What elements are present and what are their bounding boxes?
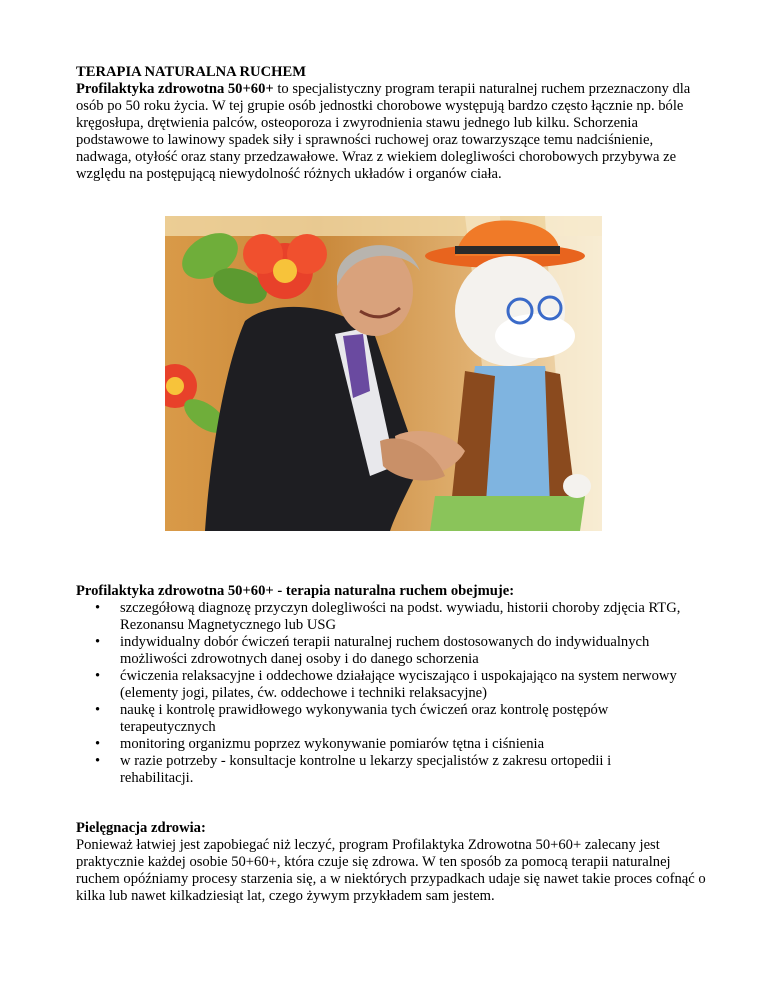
bullet-marker: • [95,634,101,650]
list-item-text: monitoring organizmu poprzez wykonywanie pomiarów tętna i ciśnienia [120,736,545,752]
intro-lead: Profilaktyka zdrowotna 50+60+ [76,81,274,97]
list-item [76,668,686,702]
document-title: TERAPIA NATURALNA RUCHEM [76,64,307,80]
bullet-marker: • [95,736,101,752]
list-heading: Profilaktyka zdrowotna 50+60+ - terapia naturalna ruchem obejmuje: [76,583,515,599]
bullet-marker: • [95,668,101,684]
list-item-text: ćwiczenia relaksacyjne i oddechowe działające wyciszająco i uspokajająco na system nerwowy (elementy jogi, pilates, ćw. oddechowe i techniki relaksacyjne) [120,668,677,701]
list-item-text: naukę i kontrolę prawidłowego wykonywania tych ćwiczeń oraz kontrolę postępów terapeutycznych [120,702,609,735]
care-paragraph: Ponieważ łatwiej jest zapobiegać niż leczyć, program Profilaktyka Zdrowotna 50+60+ zalecany jest praktycznie każdej osobie 50+60+, która czuje się zdrowa. W ten sposób za pomocą terapii naturalnej ruchem opóźniamy procesy starzenia się, a w niektórych przypadkach udaje się nawet takie proces cofnąć o kilka lub nawet kilkadziesiąt lat, czego żywym przykładem sam jestem. [76,837,706,904]
photo-man-with-cartoon [165,216,602,531]
list-item [76,753,686,787]
intro-text: to specjalistyczny program terapii naturalnej ruchem przeznaczony dla osób po 50 roku życia. W tej grupie osób jednostki chorobowe występują bardzo często łącznie np. bóle kręgosłupa, drętwienia palców, osteoporoza i zwyrodnienia stawu jednego lub kilku. Schorzenia podstawowe to lawinowy spadek siły i sprawności ruchowej oraz towarzyszące temu nadciśnienie, nadwaga, otyłość oraz stany przedzawałowe. Wraz z wiekiem dolegliwości chorobowych przybywa ze względu na postępującą niewydolność różnych układów i organów ciała. [76,81,691,182]
list-item-text: szczegółową diagnozę przyczyn dolegliwości na podst. wywiadu, historii choroby zdjęcia RTG, Rezonansu Magnetycznego lub USG [120,600,681,633]
therapy-list [76,600,686,787]
intro-paragraph [76,81,706,183]
bullet-marker: • [95,600,101,616]
list-item-text: w razie potrzeby - konsultacje kontrolne u lekarzy specjalistów z zakresu ortopedii i rehabilitacji. [120,753,612,786]
list-item [76,600,686,634]
bullet-marker: • [95,702,101,718]
list-item [76,736,686,753]
list-item [76,634,686,668]
list-item-text: indywidualny dobór ćwiczeń terapii naturalnej ruchem dostosowanych do indywidualnych możliwości zdrowotnych danej osoby i do danego schorzenia [120,634,650,667]
bullet-marker: • [95,753,101,769]
care-heading: Pielęgnacja zdrowia: [76,820,206,836]
list-item [76,702,686,736]
